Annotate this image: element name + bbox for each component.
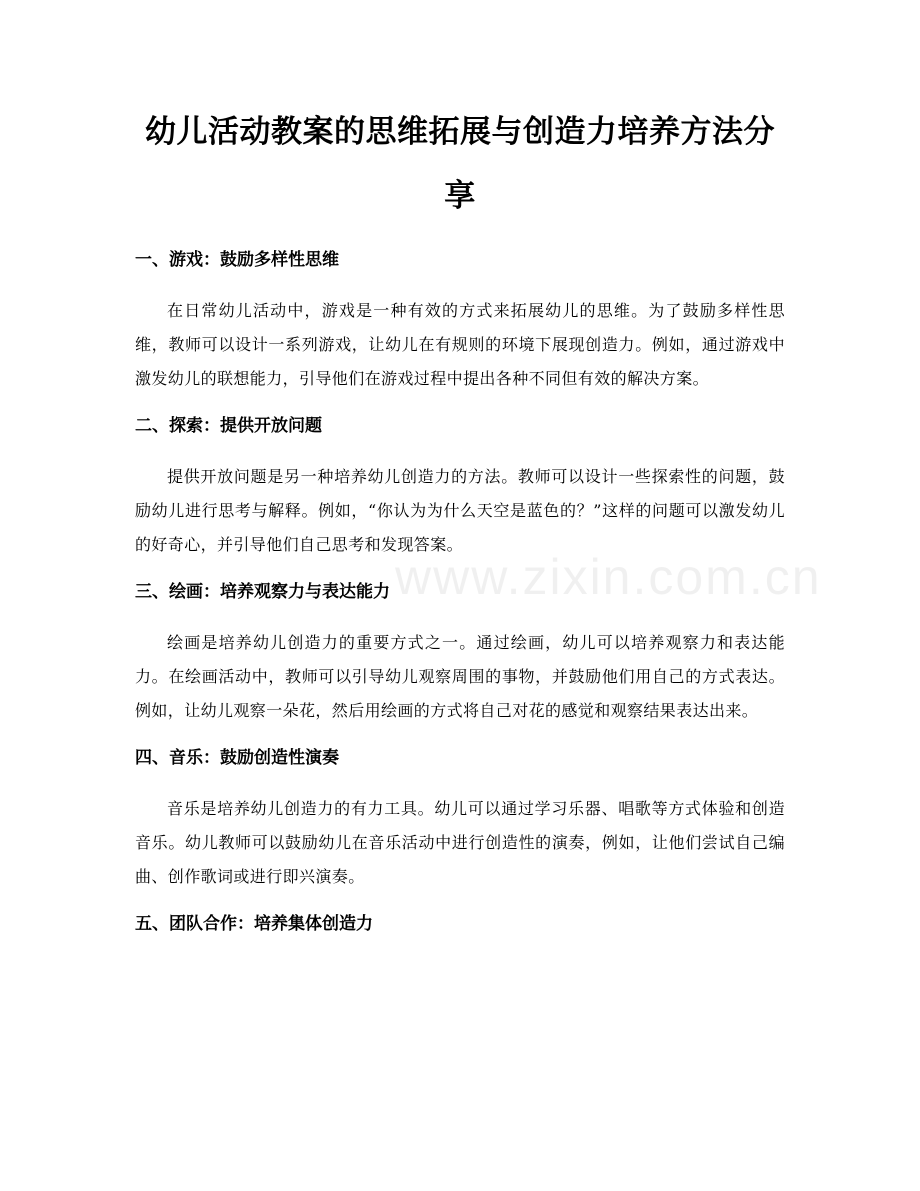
section-heading: 二、探索：提供开放问题 [135,416,322,436]
section-heading: 三、绘画：培养观察力与表达能力 [135,582,390,602]
section-paragraph: 音乐是培养幼儿创造力的有力工具。幼儿可以通过学习乐器、唱歌等方式体验和创造音乐。幼儿教师可以鼓励幼儿在音乐活动中进行创造性的演奏，例如，让他们尝试自己编曲、创作歌词或进行即兴演奏。 [135,799,785,886]
section-4 [135,746,785,894]
section-paragraph: 在日常幼儿活动中，游戏是一种有效的方式来拓展幼儿的思维。为了鼓励多样性思维，教师可以设计一系列游戏，让幼儿在有规则的环境下展现创造力。例如，通过游戏中激发幼儿的联想能力，引导他们在游戏过程中提出各种不同但有效的解决方案。 [135,301,785,388]
section-heading: 四、音乐：鼓励创造性演奏 [135,748,339,768]
section-heading: 五、团队合作：培养集体创造力 [135,914,373,934]
watermark: www.zixin.com.cn [395,549,822,605]
section-paragraph: 绘画是培养幼儿创造力的重要方式之一。通过绘画，幼儿可以培养观察力和表达能力。在绘画活动中，教师可以引导幼儿观察周围的事物，并鼓励他们用自己的方式表达。例如，让幼儿观察一朵花，然后用绘画的方式将自己对花的感觉和观察结果表达出来。 [135,633,785,720]
section-3 [135,580,785,728]
section-1 [135,248,785,396]
section-paragraph: 提供开放问题是另一种培养幼儿创造力的方法。教师可以设计一些探索性的问题，鼓励幼儿进行思考与解释。例如，“你认为为什么天空是蓝色的？”这样的问题可以激发幼儿的好奇心，并引导他们自己思考和发现答案。 [135,467,785,554]
section-2 [135,414,785,562]
section-heading: 一、游戏：鼓励多样性思维 [135,250,339,270]
document-title: 幼儿活动教案的思维拓展与创造力培养方法分享 [145,114,775,214]
section-5 [135,912,785,936]
